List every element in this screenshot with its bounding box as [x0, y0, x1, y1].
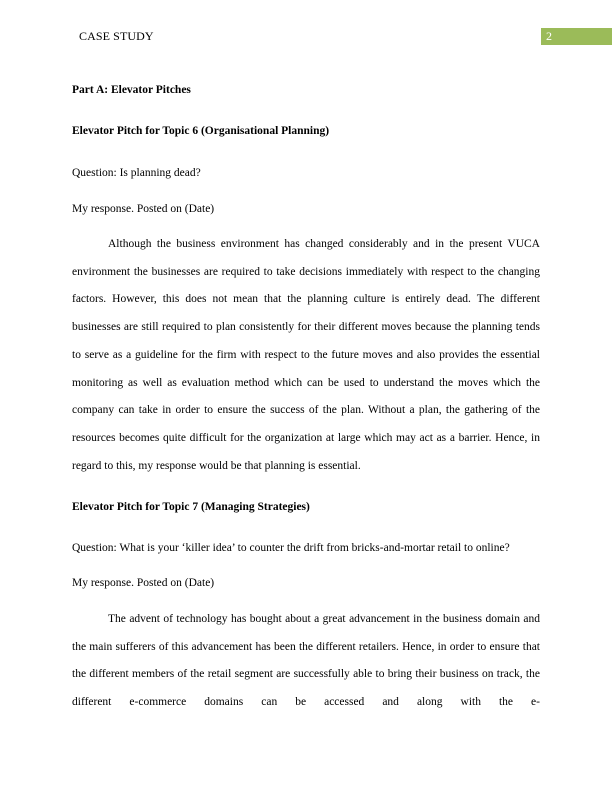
topic6-heading: Elevator Pitch for Topic 6 (Organisational Planning): [72, 125, 330, 137]
page-number-badge: 2: [541, 28, 612, 45]
part-heading: Part A: Elevator Pitches: [72, 84, 191, 96]
topic7-response-label: My response. Posted on (Date): [72, 577, 215, 589]
topic7-question: Question: What is your ‘killer idea’ to counter the drift from bricks-and-mortar retail to online?: [72, 542, 510, 554]
topic6-body: Although the business environment has changed considerably and in the present VUCA environment the businesses are required to take decisions immediately with respect to the changing factors. However, this does not mean that the planning culture is entirely dead. The different businesses are still required to plan consistently for their different moves because the planning tends to serve as a guideline for the firm with respect to the future moves and also provides the essential monitoring as well as evaluation method which can be used to understand the moves which the company can take in order to ensure the success of the plan. Without a plan, the gathering of the resources becomes quite difficult for the organization at large which may act as a barrier. Hence, in regard to this, my response would be that planning is essential.: [72, 238, 540, 472]
topic6-question: Question: Is planning dead?: [72, 167, 201, 179]
topic6-response-label: My response. Posted on (Date): [72, 203, 215, 215]
topic7-body: The advent of technology has bought about a great advancement in the business domain and the main sufferers of this advancement has been the different retailers. Hence, in order to ensure that the different members of the retail segment are successfully able to bring their business on track, the different e-commerce domains can be accessed and along with the e-: [72, 613, 540, 709]
running-header: CASE STUDY: [79, 29, 154, 43]
topic7-heading: Elevator Pitch for Topic 7 (Managing Strategies): [72, 501, 310, 513]
